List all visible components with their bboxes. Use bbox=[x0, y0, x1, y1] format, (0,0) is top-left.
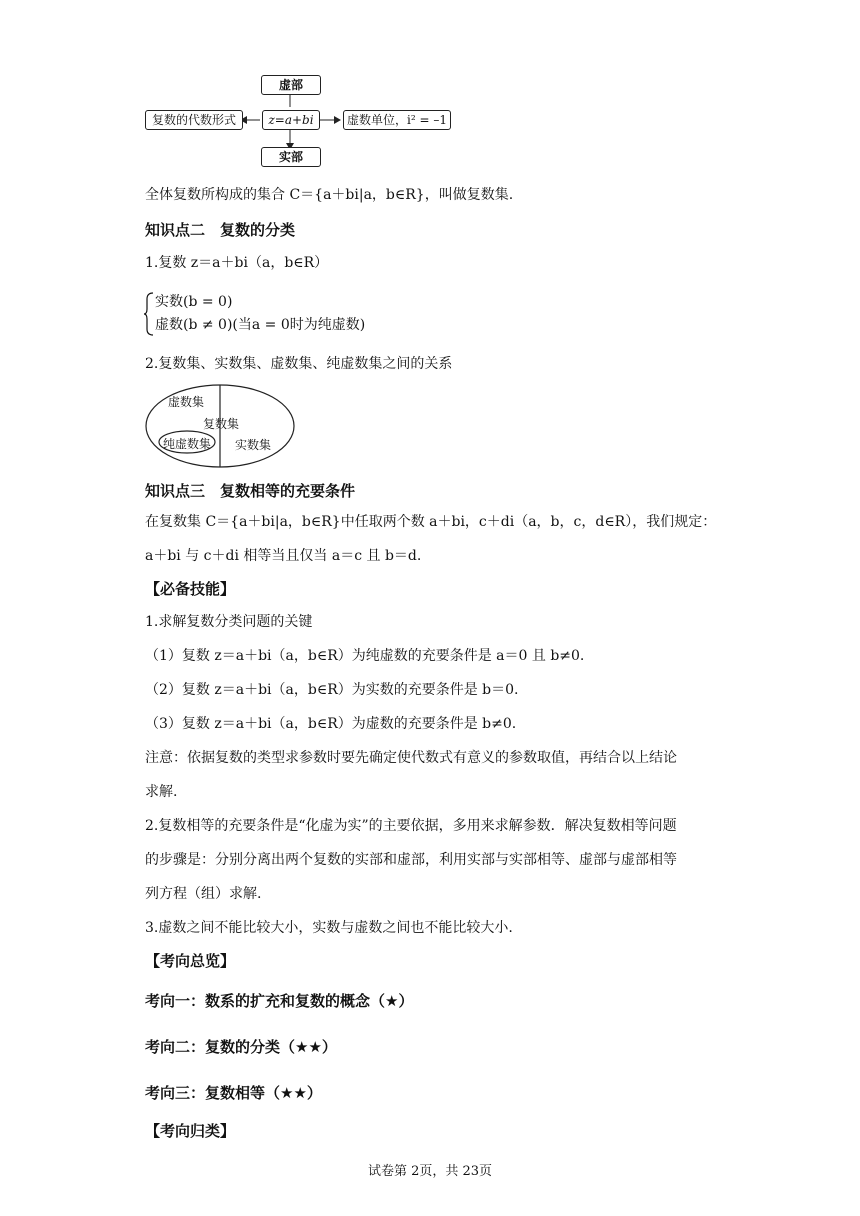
case-imaginary: 虚数(b ≠ 0)(当a = 0时为纯虚数) bbox=[155, 317, 366, 333]
case-real: 实数(b = 0) bbox=[155, 294, 233, 310]
skill-1: 1.求解复数分类问题的关键 bbox=[145, 614, 313, 630]
venn-real-label: 实数集 bbox=[235, 438, 272, 452]
classification-heading: 【考向归类】 bbox=[145, 1122, 236, 1140]
section-3-heading: 知识点三 复数相等的充要条件 bbox=[145, 482, 356, 500]
venn-complex-label: 复数集 bbox=[203, 417, 240, 431]
topic-3: 考向三：复数相等（★★） bbox=[145, 1084, 322, 1102]
topic-1: 考向一：数系的扩充和复数的概念（★） bbox=[145, 992, 414, 1010]
note-line-2: 求解. bbox=[145, 784, 178, 800]
skill-2-line-3: 列方程（组）求解. bbox=[145, 886, 262, 902]
complex-set-definition: 全体复数所构成的集合 C＝{a＋bi|a，b∈R}，叫做复数集. bbox=[145, 187, 514, 203]
topic-2: 考向二：复数的分类（★★） bbox=[145, 1038, 337, 1056]
venn-imaginary-label: 虚数集 bbox=[168, 395, 205, 409]
equality-definition-line-2: a＋bi 与 c＋di 相等当且仅当 a＝c 且 b＝d. bbox=[145, 548, 422, 564]
classification-item-1: 1.复数 z＝a＋bi（a，b∈R） bbox=[145, 255, 329, 271]
note-line-1: 注意：依据复数的类型求参数时要先确定使代数式有意义的参数取值，再结合以上结论 bbox=[145, 750, 677, 766]
page-footer: 试卷第 2页，共 23页 bbox=[367, 1164, 493, 1179]
imaginary-part-box: 虚部 bbox=[261, 75, 321, 95]
skill-3: 3.虚数之间不能比较大小，实数与虚数之间也不能比较大小. bbox=[145, 920, 513, 936]
overview-heading: 【考向总览】 bbox=[145, 952, 236, 970]
skill-1-real: （2）复数 z＝a＋bi（a，b∈R）为实数的充要条件是 b＝0. bbox=[145, 682, 519, 698]
skill-1-imaginary: （3）复数 z＝a＋bi（a，b∈R）为虚数的充要条件是 b≠0. bbox=[145, 716, 517, 732]
skill-2-line-2: 的步骤是：分别分离出两个复数的实部和虚部，利用实部与实部相等、虚部与虚部相等 bbox=[145, 852, 677, 868]
section-2-heading: 知识点二 复数的分类 bbox=[145, 221, 296, 239]
imaginary-unit-box: 虚数单位，i² = –1 bbox=[343, 110, 451, 130]
skills-heading: 【必备技能】 bbox=[145, 580, 236, 598]
real-part-box: 实部 bbox=[261, 147, 321, 167]
z-form-box: z=a+bi bbox=[262, 110, 320, 130]
skill-2-line-1: 2.复数相等的充要条件是“化虚为实”的主要依据，多用来求解参数．解决复数相等问题 bbox=[145, 818, 677, 834]
classification-item-2: 2.复数集、实数集、虚数集、纯虚数集之间的关系 bbox=[145, 356, 453, 372]
algebraic-form-box: 复数的代数形式 bbox=[145, 110, 243, 130]
equality-definition-line-1: 在复数集 C＝{a＋bi|a，b∈R}中任取两个数 a＋bi，c＋di（a，b，c，d∈R），我们规定： bbox=[145, 514, 717, 530]
left-brace bbox=[143, 291, 155, 337]
venn-pure-imaginary-label: 纯虚数集 bbox=[163, 437, 212, 451]
skill-1-pure-imaginary: （1）复数 z＝a＋bi（a，b∈R）为纯虚数的充要条件是 a＝0 且 b≠0. bbox=[145, 648, 585, 664]
